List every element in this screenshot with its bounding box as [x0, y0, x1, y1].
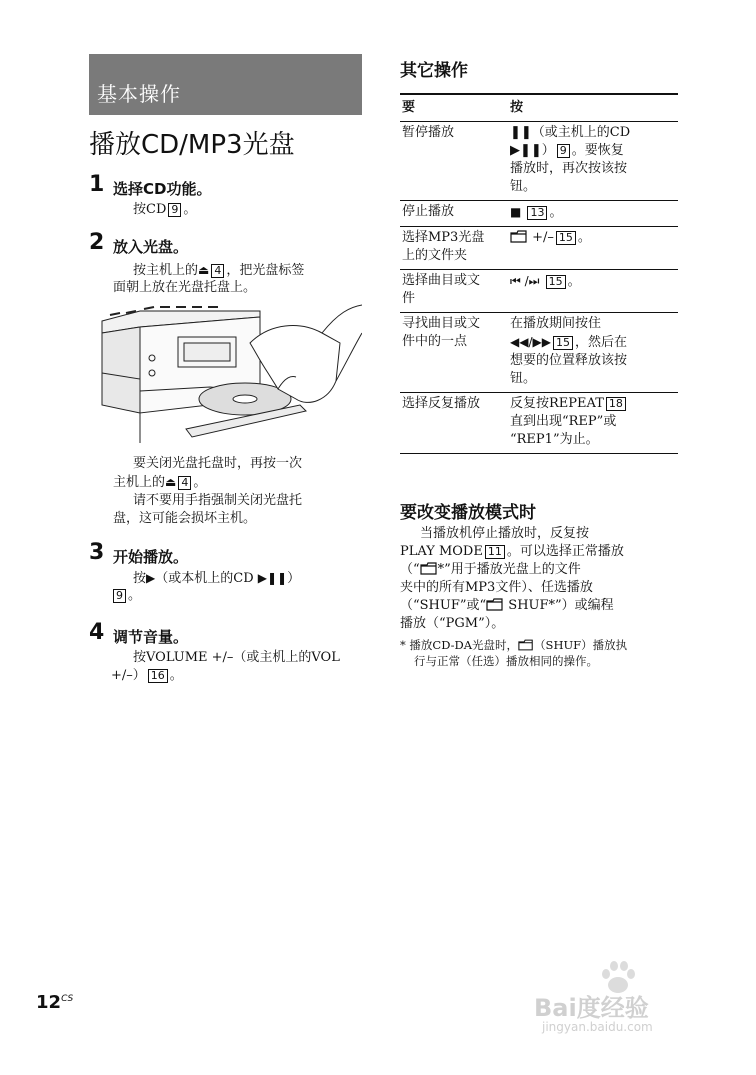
table-cell-want: 寻找曲目或文 件中的一点	[400, 313, 508, 393]
table-cell-press: 反复按REPEAT 18 直到出现“REP”或 “REP1”为止。	[508, 393, 678, 454]
play-mode-p1: 当播放机停止播放时，反复按	[420, 526, 590, 541]
table-cell-want: 选择MP3光盘 上的文件夹	[400, 227, 508, 270]
section-header-bar	[89, 54, 362, 115]
step-2-note-1b: 主机上的⏏ 4 。	[113, 475, 207, 490]
play-mode-p3: （“ *”用于播放光盘上的文件	[400, 562, 581, 577]
table-cell-want: 选择反复播放	[400, 393, 508, 454]
step-2-number: 2	[89, 230, 105, 255]
eject-icon: ⏏	[165, 475, 177, 489]
page-suffix: CS	[61, 994, 74, 1004]
step-3-number: 3	[89, 540, 105, 565]
play-mode-heading: 要改变播放模式时	[400, 503, 536, 523]
folder-icon	[518, 639, 534, 651]
ref-box: 16	[148, 669, 168, 683]
cd-player-illustration	[100, 303, 362, 443]
table-cell-want: 停止播放	[400, 201, 508, 227]
step-2-body-line2: 面朝上放在光盘托盘上。	[113, 280, 257, 295]
ref-box: 9	[168, 203, 181, 217]
step-1-body: 按CD 9 。	[133, 202, 197, 217]
ref-box: 18	[606, 397, 626, 411]
table-cell-press: ⏮ /⏭ 15 。	[508, 270, 678, 313]
step-4-title: 调节音量。	[113, 628, 189, 646]
folder-icon	[420, 562, 438, 575]
step-3-title: 开始播放。	[113, 548, 189, 566]
ref-box: 15	[546, 275, 566, 289]
step-2-body: 按主机上的⏏ 4 ，把光盘标签	[133, 263, 305, 278]
other-ops-heading: 其它操作	[400, 61, 468, 81]
table-header-press: 按	[508, 94, 678, 122]
watermark-text: Bai度经验	[534, 994, 649, 1022]
ref-box: 4	[178, 476, 191, 490]
table-row	[400, 393, 678, 454]
step-4-body-line2: +/–） 16 。	[111, 668, 183, 683]
step-3-body: 按▶（或本机上的CD ▶❚❚）	[133, 571, 301, 586]
page-number: $12^{CS}$	[36, 992, 74, 1013]
table-cell-press: ■ 13 。	[508, 201, 678, 227]
step-4-number: 4	[89, 620, 105, 645]
step-2-note-2a: 请不要用手指强制关闭光盘托	[133, 493, 303, 508]
page-title: 播放CD/MP3光盘	[89, 130, 295, 160]
ref-box: 13	[527, 206, 547, 220]
step-2-note-2b: 盘，这可能会损坏主机。	[113, 511, 257, 526]
table-cell-press: ❚❚（或主机上的CD ▶❚❚） 9 。要恢复 播放时，再次按该按 钮。	[508, 122, 678, 201]
play-mode-footnote-1: * 播放CD-DA光盘时， （SHUF）播放执	[400, 638, 628, 652]
step-1-text: 按CD	[133, 202, 167, 217]
step-2-note-1a: 要关闭光盘托盘时，再按一次	[133, 456, 303, 471]
table-cell-press: 在播放期间按住 ◀◀/▶▶ 15 ，然后在 想要的位置释放该按 钮。	[508, 313, 678, 393]
step-1-number: 1	[89, 172, 105, 197]
play-mode-p2: PLAY MODE 11 。可以选择正常播放	[400, 544, 624, 559]
table-cell-press: +/– 15 。	[508, 227, 678, 270]
eject-icon: ⏏	[198, 263, 210, 277]
play-mode-footnote-2: 行与正常（任选）播放相同的操作。	[414, 654, 598, 668]
ref-box: 15	[556, 231, 576, 245]
play-mode-p5: （“SHUF”或“ SHUF*”）或编程	[400, 598, 614, 613]
stop-icon: ■	[510, 205, 522, 219]
table-cell-want: 选择曲目或文 件	[400, 270, 508, 313]
folder-icon	[510, 230, 528, 243]
table-row	[400, 270, 678, 313]
ref-box: 11	[485, 545, 505, 559]
step-3-body-line2: 9 。	[111, 587, 141, 605]
table-row	[400, 122, 678, 201]
step-1-title: 选择CD功能。	[113, 180, 212, 198]
step-2-title: 放入光盘。	[113, 238, 189, 256]
table-header-want: 要	[400, 94, 508, 122]
table-row	[400, 313, 678, 393]
watermark-url: jingyan.baidu.com	[542, 1020, 653, 1034]
ref-box: 4	[211, 264, 224, 278]
rewind-forward-icon: ◀◀/▶▶	[510, 335, 551, 349]
ref-box: 15	[553, 336, 573, 350]
table-cell-want: 暂停播放	[400, 122, 508, 201]
folder-icon	[486, 598, 504, 611]
ref-box: 9	[113, 589, 126, 603]
table-row	[400, 227, 678, 270]
play-pause-icon: ▶❚❚	[257, 571, 288, 585]
baidu-watermark	[534, 960, 714, 1040]
play-mode-p4: 夹中的所有MP3文件）、任选播放	[400, 580, 593, 595]
play-icon: ▶	[146, 571, 156, 585]
step-4-body: 按VOLUME +/–（或主机上的VOL	[133, 650, 340, 665]
play-mode-p6: 播放（“PGM”）。	[400, 616, 505, 631]
prev-next-icon: ⏮ /⏭	[510, 274, 540, 288]
operations-table	[400, 93, 678, 454]
section-title: 基本操作	[97, 82, 181, 106]
ref-box: 9	[557, 144, 570, 158]
table-row	[400, 201, 678, 227]
table-header-row	[400, 94, 678, 122]
